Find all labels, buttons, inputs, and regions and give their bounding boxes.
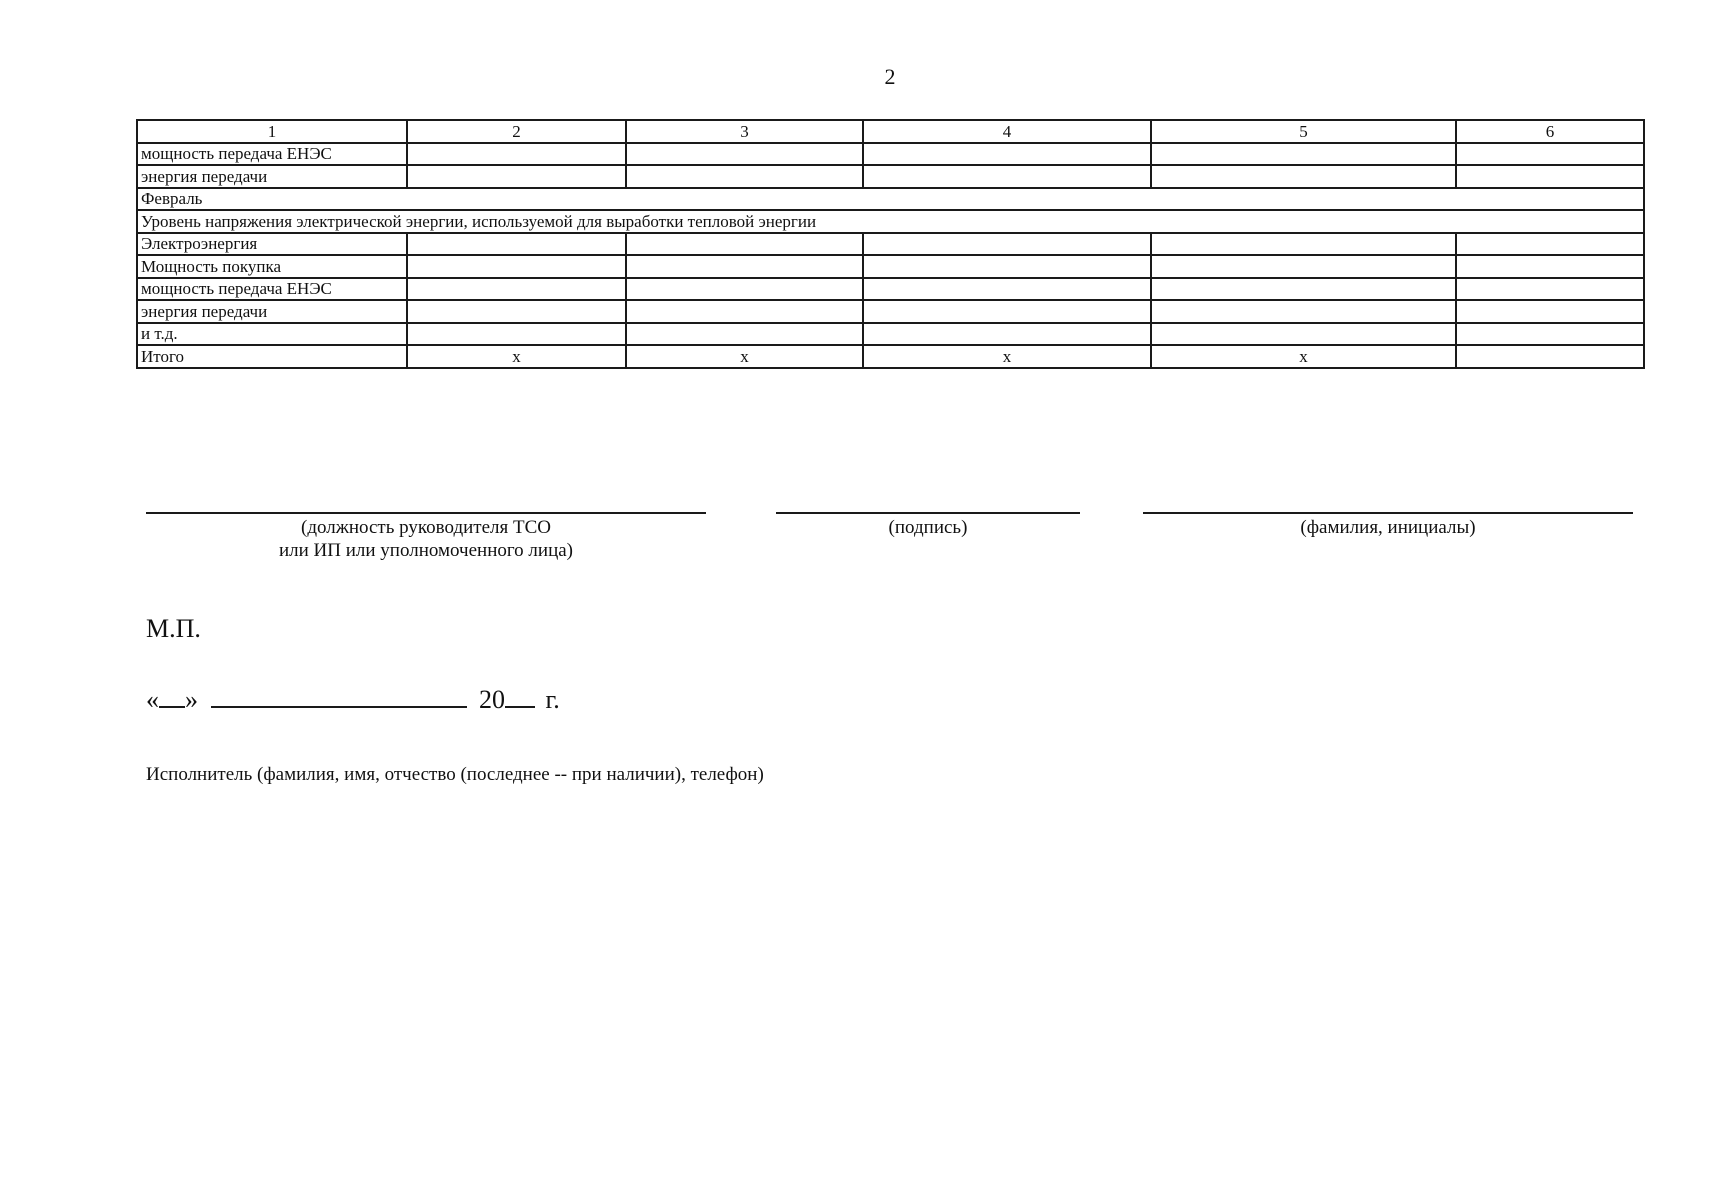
table-cell bbox=[626, 165, 863, 188]
table-cell bbox=[407, 143, 626, 166]
table-cell bbox=[863, 278, 1151, 301]
table-cell bbox=[1151, 143, 1456, 166]
month-label: Февраль bbox=[137, 188, 1644, 211]
table-cell bbox=[1151, 165, 1456, 188]
table-row bbox=[137, 143, 1644, 166]
year-prefix: 20 bbox=[479, 685, 505, 714]
table-cell bbox=[1151, 323, 1456, 346]
table-cell: x bbox=[1151, 345, 1456, 368]
date-open-quote: « bbox=[146, 685, 159, 714]
table-cell bbox=[626, 255, 863, 278]
table-cell bbox=[626, 278, 863, 301]
year-suffix: г. bbox=[545, 685, 560, 714]
column-header: 4 bbox=[863, 120, 1151, 143]
table-cell bbox=[863, 323, 1151, 346]
row-label: Электроэнергия bbox=[137, 233, 407, 256]
table-row bbox=[137, 255, 1644, 278]
table-cell bbox=[863, 233, 1151, 256]
table-cell bbox=[1456, 323, 1644, 346]
table-cell bbox=[1456, 255, 1644, 278]
total-row bbox=[137, 345, 1644, 368]
column-header: 2 bbox=[407, 120, 626, 143]
table-cell bbox=[1151, 255, 1456, 278]
date-line bbox=[146, 680, 560, 715]
table-cell bbox=[407, 255, 626, 278]
table-cell: x bbox=[407, 345, 626, 368]
date-close-quote: » bbox=[185, 685, 198, 714]
table-cell bbox=[1151, 278, 1456, 301]
table-cell bbox=[1456, 345, 1644, 368]
table-row bbox=[137, 300, 1644, 323]
table-cell bbox=[626, 323, 863, 346]
table-cell: x bbox=[626, 345, 863, 368]
row-label: мощность передача ЕНЭС bbox=[137, 278, 407, 301]
table-cell bbox=[1151, 300, 1456, 323]
total-label: Итого bbox=[137, 345, 407, 368]
signature-caption: (подпись) bbox=[888, 517, 968, 538]
table-cell bbox=[863, 143, 1151, 166]
table-cell bbox=[863, 255, 1151, 278]
column-header: 6 bbox=[1456, 120, 1644, 143]
table-cell bbox=[1456, 143, 1644, 166]
table-cell bbox=[407, 300, 626, 323]
column-header: 3 bbox=[626, 120, 863, 143]
month-blank bbox=[211, 680, 467, 708]
row-label: мощность передача ЕНЭС bbox=[137, 143, 407, 166]
table-row bbox=[137, 278, 1644, 301]
signature-line bbox=[776, 512, 1080, 514]
table-cell bbox=[407, 165, 626, 188]
table-cell bbox=[1456, 278, 1644, 301]
table-header-row bbox=[137, 120, 1644, 143]
month-row bbox=[137, 188, 1644, 211]
table-cell bbox=[407, 233, 626, 256]
page-number: 2 bbox=[884, 64, 896, 89]
column-header: 5 bbox=[1151, 120, 1456, 143]
table-cell bbox=[626, 143, 863, 166]
row-label: Мощность покупка bbox=[137, 255, 407, 278]
voltage-level-label: Уровень напряжения электрической энергии, используемой для выработки тепловой энергии bbox=[137, 210, 1644, 233]
position-signature-line bbox=[146, 512, 706, 514]
position-caption-line2: или ИП или уполномоченного лица) bbox=[278, 540, 574, 561]
row-label: и т.д. bbox=[137, 323, 407, 346]
report-table bbox=[136, 119, 1645, 369]
row-label: энергия передачи bbox=[137, 165, 407, 188]
stamp-placeholder: М.П. bbox=[146, 614, 201, 643]
row-label: энергия передачи bbox=[137, 300, 407, 323]
table-cell bbox=[1456, 233, 1644, 256]
table-cell bbox=[863, 165, 1151, 188]
table-cell bbox=[407, 278, 626, 301]
name-caption: (фамилия, инициалы) bbox=[1300, 517, 1476, 538]
executor-note: Исполнитель (фамилия, имя, отчество (последнее -- при наличии), телефон) bbox=[146, 764, 764, 785]
table-cell: x bbox=[863, 345, 1151, 368]
table-cell bbox=[1151, 233, 1456, 256]
table-cell bbox=[863, 300, 1151, 323]
position-caption bbox=[146, 516, 706, 562]
table-row bbox=[137, 233, 1644, 256]
table-cell bbox=[407, 323, 626, 346]
table-cell bbox=[626, 300, 863, 323]
day-blank bbox=[159, 680, 185, 708]
position-caption-line1: (должность руководителя ТСО bbox=[301, 517, 551, 538]
voltage-level-row bbox=[137, 210, 1644, 233]
year-blank bbox=[505, 680, 535, 708]
column-header: 1 bbox=[137, 120, 407, 143]
name-signature-line bbox=[1143, 512, 1633, 514]
table-row bbox=[137, 323, 1644, 346]
table-cell bbox=[1456, 165, 1644, 188]
table-cell bbox=[626, 233, 863, 256]
table-cell bbox=[1456, 300, 1644, 323]
table-row bbox=[137, 165, 1644, 188]
